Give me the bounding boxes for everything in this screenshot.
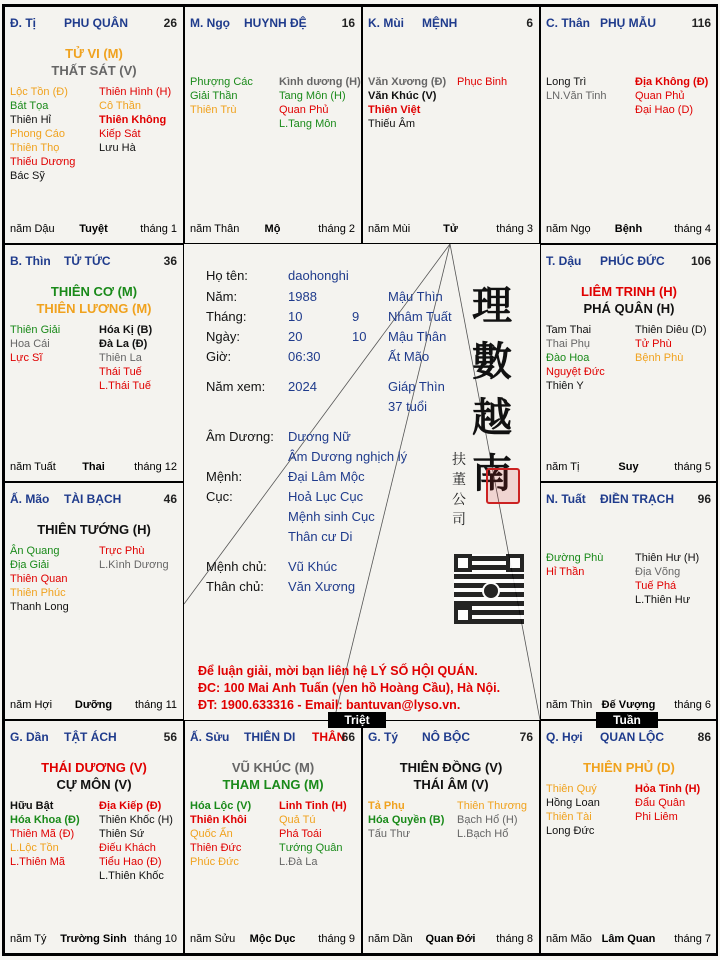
star-item: Long Trì <box>546 76 587 88</box>
label-thang: Tháng: <box>206 309 247 324</box>
value-gio-can-chi: Ất Mão <box>388 349 430 364</box>
palace-position: G. Tý <box>368 730 399 744</box>
label-nam: Năm: <box>206 289 238 304</box>
palace-ngo <box>184 6 362 244</box>
stars-left <box>190 75 253 117</box>
stars-left <box>368 75 446 131</box>
star-item: LN.Văn Tinh <box>546 90 607 102</box>
palace-name: TẬT ÁCH <box>64 730 117 744</box>
qr-code-icon <box>454 554 524 624</box>
star-item: L.Thiên Mã <box>10 856 66 868</box>
footer-stage: Tuyệt <box>79 223 108 235</box>
main-star: THIÊN TƯỚNG (H) <box>37 522 151 537</box>
star-item: Hỏa Tinh (H) <box>635 783 701 795</box>
star-item: Thiếu Âm <box>368 118 416 130</box>
star-item: Đại Hao (D) <box>635 104 694 116</box>
footer-month: tháng 12 <box>134 461 177 473</box>
main-stars <box>363 759 539 793</box>
contact-line-3: ĐT: 1900.633316 - Email: bantuvan@lyso.vn. <box>198 698 461 712</box>
star-item: Thiên Quý <box>546 783 597 795</box>
footer-year: năm Tị <box>546 461 580 473</box>
value-ngay-am: 10 <box>352 329 367 344</box>
palace-footer <box>190 223 355 239</box>
stars-left <box>546 75 607 103</box>
palace-name: PHU QUÂN <box>64 16 129 30</box>
palace-name: HUYNH ĐỆ <box>244 16 307 30</box>
stars-right <box>635 75 708 117</box>
star-item: Địa Võng <box>635 566 681 578</box>
footer-year: năm Hợi <box>10 699 53 711</box>
main-star: THIÊN PHỦ (D) <box>583 760 675 775</box>
star-item: Thiên Phúc <box>10 587 66 599</box>
star-item: Đẩu Quân <box>635 797 686 809</box>
star-item: Bác Sỹ <box>10 170 45 182</box>
palace-name: QUAN LỘC <box>600 730 664 744</box>
star-item: Bạch Hổ (H) <box>457 814 518 826</box>
palace-suu <box>184 720 362 954</box>
star-item: Tiểu Hao (Đ) <box>99 856 162 868</box>
star-item: Thiên Y <box>546 380 584 392</box>
star-item: Thiên Diêu (D) <box>635 324 707 336</box>
footer-stage: Mộ <box>264 223 281 235</box>
star-item: L.Đà La <box>279 856 318 868</box>
star-item: Văn Xương (Đ) <box>368 76 447 88</box>
value-cuc: Hoả Lục Cục <box>288 489 364 504</box>
main-star: THIÊN LƯƠNG (M) <box>36 301 152 316</box>
footer-month: tháng 7 <box>674 933 711 945</box>
palace-header <box>10 730 177 746</box>
value-ho-ten: daohonghi <box>288 268 349 283</box>
star-item: Thanh Long <box>10 601 69 613</box>
value-thang-am: 9 <box>352 309 360 324</box>
palace-position: C. Thân <box>546 16 590 30</box>
footer-year: năm Mão <box>546 933 592 945</box>
palace-header <box>190 16 355 32</box>
palace-age: 6 <box>526 16 533 30</box>
value-thang-duong: 10 <box>288 309 303 324</box>
value-nam-xem-can-chi: Giáp Thìn <box>388 379 445 394</box>
star-item: Kiếp Sát <box>99 128 141 140</box>
star-item: Quan Phủ <box>635 90 685 102</box>
palace-age: 76 <box>519 730 533 744</box>
value-nam-can-chi: Mậu Thìn <box>388 289 443 304</box>
star-item: Quả Tú <box>279 814 316 826</box>
footer-month: tháng 5 <box>674 461 711 473</box>
footer-year: năm Thân <box>190 223 240 235</box>
calligraphy-seal: 理數越南 <box>472 282 512 497</box>
value-menh: Đại Lâm Mộc <box>288 469 365 484</box>
star-item: Lực Sĩ <box>10 352 43 364</box>
palace-dan <box>4 720 184 954</box>
palace-thin <box>4 244 184 482</box>
palace-age: 36 <box>163 254 177 268</box>
palace-position: T. Dậu <box>546 254 582 268</box>
main-star: THIÊN CƠ (M) <box>50 284 138 299</box>
star-item: Thiên Khôi <box>190 814 247 826</box>
stars-left <box>368 799 444 841</box>
star-item: L.Bạch Hổ <box>457 828 509 840</box>
star-item: Thiên Đức <box>190 842 242 854</box>
footer-stage: Suy <box>618 461 639 473</box>
star-item: Tuế Phá <box>635 580 677 592</box>
palace-name: ĐIỀN TRẠCH <box>600 492 674 506</box>
palace-footer <box>368 223 533 239</box>
palace-header <box>546 16 711 32</box>
star-item: Đà La (Đ) <box>99 338 148 350</box>
main-stars <box>5 521 183 538</box>
palace-age: 96 <box>697 492 711 506</box>
star-item: Thiên Khốc (H) <box>99 814 173 826</box>
footer-year: năm Thìn <box>546 699 593 711</box>
footer-month: tháng 11 <box>134 699 177 711</box>
star-item: Hóa Kị (B) <box>99 324 153 336</box>
stars-right <box>99 544 169 572</box>
star-item: Tử Phù <box>635 338 672 350</box>
horoscope-chart <box>2 4 718 956</box>
palace-header <box>368 730 533 746</box>
value-ngay-can-chi: Mậu Thân <box>388 329 447 344</box>
value-am-duong-ly: Âm Dương nghịch lý <box>288 449 408 464</box>
palace-age: 116 <box>691 16 711 30</box>
star-item: Thiên Mã (Đ) <box>10 828 75 840</box>
main-star: CỰ MÔN (V) <box>56 777 132 792</box>
star-item: L.Thiên Khốc <box>99 870 164 882</box>
stars-left <box>10 85 75 183</box>
star-item: Thiếu Dương <box>10 156 76 168</box>
star-item: Lộc Tồn (Đ) <box>10 86 68 98</box>
value-ngay-duong: 20 <box>288 329 303 344</box>
star-item: Tam Thai <box>546 324 592 336</box>
star-item: Phượng Các <box>190 76 253 88</box>
palace-header <box>10 492 177 508</box>
value-nam-xem: 2024 <box>288 379 317 394</box>
footer-month: tháng 4 <box>674 223 711 235</box>
star-item: Thiên Hư (H) <box>635 552 700 564</box>
palace-footer <box>10 223 177 239</box>
main-star: THẤT SÁT (V) <box>51 63 137 78</box>
palace-header <box>190 730 355 746</box>
footer-stage: Mộc Dục <box>249 933 296 945</box>
footer-year: năm Tuất <box>10 461 56 473</box>
stars-right <box>279 75 361 131</box>
palace-footer <box>368 933 533 949</box>
value-thang-can-chi: Nhâm Tuất <box>388 309 452 324</box>
palace-header <box>546 730 711 746</box>
palace-age: 106 <box>690 254 711 268</box>
label-ngay: Ngày: <box>206 329 240 344</box>
stars-right <box>99 323 152 393</box>
main-stars <box>541 283 717 317</box>
footer-year: năm Ngọ <box>546 223 591 235</box>
star-item: Thiên Tài <box>546 811 592 823</box>
palace-header <box>10 16 177 32</box>
star-item: Thiên Giải <box>10 324 61 336</box>
value-menh-sinh-cuc: Mệnh sinh Cục <box>288 509 375 524</box>
footer-year: năm Dậu <box>10 223 55 235</box>
main-stars <box>185 759 361 793</box>
palace-than-marker: THÂN <box>312 730 346 744</box>
palace-age: 16 <box>341 16 355 30</box>
stars-right <box>99 799 173 883</box>
palace-header <box>10 254 177 270</box>
main-star: THÁI ÂM (V) <box>413 777 489 792</box>
star-item: Hóa Quyền (B) <box>368 814 445 826</box>
footer-month: tháng 6 <box>674 699 711 711</box>
palace-age: 46 <box>163 492 177 506</box>
star-item: Văn Khúc (V) <box>368 90 437 102</box>
palace-footer <box>190 933 355 949</box>
star-item: Phong Cáo <box>10 128 66 140</box>
palace-age: 56 <box>163 730 177 744</box>
palace-name: NÔ BỘC <box>422 730 470 744</box>
star-item: L.Thiên Hư <box>635 594 691 606</box>
value-am-duong: Dương Nữ <box>288 429 351 444</box>
footer-month: tháng 3 <box>496 223 533 235</box>
star-item: Thiên Sứ <box>99 828 145 840</box>
star-item: Thiên Thương <box>457 800 528 812</box>
main-star: THIÊN ĐỒNG (V) <box>399 760 503 775</box>
star-item: Hóa Lộc (V) <box>190 800 252 812</box>
main-star: THÁI DƯƠNG (V) <box>41 760 147 775</box>
footer-month: tháng 8 <box>496 933 533 945</box>
palace-position: G. Dần <box>10 730 49 744</box>
seal-small-text: 扶董公司 <box>452 452 466 528</box>
star-item: Kình dương (H) <box>279 76 361 88</box>
star-item: Quan Phủ <box>279 104 329 116</box>
star-item: Trực Phù <box>99 545 145 557</box>
label-menh-chu: Mệnh chủ: <box>206 559 267 574</box>
palace-name: PHÚC ĐỨC <box>600 254 665 268</box>
star-item: Bát Tọa <box>10 100 49 112</box>
value-tuoi: 37 tuổi <box>388 399 428 414</box>
palace-name: THIÊN DI <box>244 730 296 744</box>
star-item: Thiên Hỉ <box>10 114 51 126</box>
center-info <box>184 244 540 720</box>
main-star: TỬ VI (M) <box>65 46 123 61</box>
value-than-cu: Thân cư Di <box>288 529 353 544</box>
star-item: Địa Giải <box>10 559 50 571</box>
footer-stage: Bệnh <box>614 223 643 235</box>
palace-dau <box>540 244 718 482</box>
stars-left <box>546 782 600 838</box>
palace-than <box>540 6 718 244</box>
star-item: Địa Kiếp (Đ) <box>99 800 162 812</box>
value-gio: 06:30 <box>288 349 321 364</box>
palace-position: B. Thìn <box>10 254 51 268</box>
palace-mao <box>4 482 184 720</box>
label-cuc: Cục: <box>206 489 233 504</box>
stars-left <box>10 544 69 614</box>
star-item: Thiên Hình (H) <box>99 86 172 98</box>
star-item: Bệnh Phù <box>635 352 684 364</box>
footer-month: tháng 2 <box>318 223 355 235</box>
palace-position: N. Tuất <box>546 492 586 506</box>
palace-hoi <box>540 720 718 954</box>
star-item: Thiên Trù <box>190 104 237 116</box>
star-item: Hồng Loan <box>546 797 600 809</box>
main-star: LIÊM TRINH (H) <box>580 284 678 299</box>
star-item: Thiên Quan <box>10 573 68 585</box>
palace-name: TỬ TỨC <box>64 254 111 268</box>
label-am-duong: Âm Dương: <box>206 429 274 444</box>
palace-position: Đ. Tị <box>10 16 36 30</box>
star-item: Hữu Bật <box>10 800 54 812</box>
star-item: L.Tang Môn <box>279 118 337 130</box>
star-item: Phúc Đức <box>190 856 239 868</box>
star-item: Thai Phụ <box>546 338 591 350</box>
value-than-chu: Văn Xương <box>288 579 356 594</box>
palace-name: PHỤ MẪU <box>600 16 656 30</box>
star-item: Hóa Khoa (Đ) <box>10 814 80 826</box>
palace-position: M. Ngọ <box>190 16 230 30</box>
red-seal-stamp <box>486 468 520 504</box>
star-item: Tang Môn (H) <box>279 90 346 102</box>
main-stars <box>5 45 183 79</box>
triet-marker: Triệt <box>328 712 386 728</box>
palace-age: 86 <box>697 730 711 744</box>
footer-stage: Trường Sinh <box>60 933 127 945</box>
stars-left <box>10 323 60 365</box>
star-item: Địa Không (Đ) <box>635 76 709 88</box>
footer-month: tháng 1 <box>140 223 177 235</box>
value-nam: 1988 <box>288 289 317 304</box>
palace-mui <box>362 6 540 244</box>
star-item: Phá Toái <box>279 828 322 840</box>
main-stars <box>5 759 183 793</box>
label-than-chu: Thân chủ: <box>206 579 264 594</box>
palace-tuat <box>540 482 718 720</box>
palace-ty <box>362 720 540 954</box>
footer-stage: Tử <box>443 223 458 235</box>
star-item: Thái Tuế <box>99 366 142 378</box>
footer-stage: Dưỡng <box>74 699 113 711</box>
footer-month: tháng 9 <box>318 933 355 945</box>
star-item: L.Thái Tuế <box>99 380 151 392</box>
contact-line-2: ĐC: 100 Mai Anh Tuấn (ven hồ Hoàng Cầu), Hà Nội. <box>198 681 501 695</box>
main-star: VŨ KHÚC (M) <box>231 760 315 775</box>
star-item: Lưu Hà <box>99 142 136 154</box>
star-item: Tả Phụ <box>368 800 405 812</box>
stars-left <box>10 799 80 869</box>
star-item: Thiên Không <box>99 114 167 126</box>
main-stars <box>541 759 717 776</box>
star-item: Tấu Thư <box>368 828 411 840</box>
palace-name: MỆNH <box>422 16 458 30</box>
star-item: Đường Phù <box>546 552 604 564</box>
footer-year: năm Dần <box>368 933 413 945</box>
palace-footer <box>546 933 711 949</box>
label-ho-ten: Họ tên: <box>206 268 248 283</box>
palace-age: 26 <box>163 16 177 30</box>
star-item: Giải Thần <box>190 90 238 102</box>
star-item: Hoa Cái <box>10 338 50 350</box>
palace-footer <box>10 933 177 949</box>
stars-right <box>457 75 507 89</box>
main-stars <box>5 283 183 317</box>
star-item: Đào Hoa <box>546 352 590 364</box>
palace-age: 66 <box>341 730 355 744</box>
stars-right <box>635 323 707 365</box>
palace-position: Ấ. Sửu <box>190 730 230 744</box>
main-star: PHÁ QUÂN (H) <box>583 301 675 316</box>
palace-footer <box>546 223 711 239</box>
stars-right <box>279 799 347 869</box>
palace-ti <box>4 6 184 244</box>
label-menh: Mệnh: <box>206 469 243 484</box>
stars-left <box>190 799 251 869</box>
footer-stage: Đế Vượng <box>601 699 656 711</box>
star-item: Phục Binh <box>457 76 508 88</box>
palace-header <box>546 254 711 270</box>
stars-right <box>99 85 171 155</box>
footer-year: năm Mùi <box>368 223 411 235</box>
star-item: Thiên La <box>99 352 142 364</box>
footer-stage: Lâm Quan <box>601 933 656 945</box>
star-item: Hỉ Thần <box>546 566 585 578</box>
palace-position: Ấ. Mão <box>10 492 50 506</box>
palace-header <box>368 16 533 32</box>
stars-left <box>546 551 603 579</box>
star-item: Linh Tinh (H) <box>279 800 347 812</box>
main-star: THAM LANG (M) <box>222 777 324 792</box>
palace-footer <box>10 699 177 715</box>
label-nam-xem: Năm xem: <box>206 379 266 394</box>
star-item: L.Lộc Tồn <box>10 842 59 854</box>
star-item: L.Kình Dương <box>99 559 169 571</box>
star-item: Quốc Ấn <box>190 828 233 840</box>
footer-month: tháng 10 <box>134 933 177 945</box>
value-menh-chu: Vũ Khúc <box>288 559 338 574</box>
stars-right <box>457 799 527 841</box>
star-item: Phi Liêm <box>635 811 678 823</box>
star-item: Ân Quang <box>10 545 60 557</box>
star-item: Thiên Việt <box>368 104 421 116</box>
tuan-marker: Tuần <box>596 712 658 728</box>
star-item: Điếu Khách <box>99 842 156 854</box>
stars-right <box>635 782 700 824</box>
stars-left <box>546 323 605 393</box>
palace-name: TÀI BẠCH <box>64 492 122 506</box>
contact-line-1: Để luận giải, mời bạn liên hệ LÝ SỐ HỘI QUÁN. <box>198 664 478 678</box>
footer-stage: Thai <box>82 461 105 473</box>
star-item: Tướng Quân <box>279 842 343 854</box>
palace-position: Q. Hợi <box>546 730 583 744</box>
footer-year: năm Tý <box>10 933 47 945</box>
star-item: Thiên Thọ <box>10 142 60 154</box>
footer-year: năm Sửu <box>190 933 236 945</box>
star-item: Cô Thần <box>99 100 141 112</box>
palace-footer <box>10 461 177 477</box>
palace-footer <box>546 461 711 477</box>
star-item: Long Đức <box>546 825 595 837</box>
label-gio: Giờ: <box>206 349 232 364</box>
palace-header <box>546 492 711 508</box>
palace-position: K. Mùi <box>368 16 404 30</box>
star-item: Nguyệt Đức <box>546 366 605 378</box>
stars-right <box>635 551 699 607</box>
footer-stage: Quan Đới <box>425 933 476 945</box>
